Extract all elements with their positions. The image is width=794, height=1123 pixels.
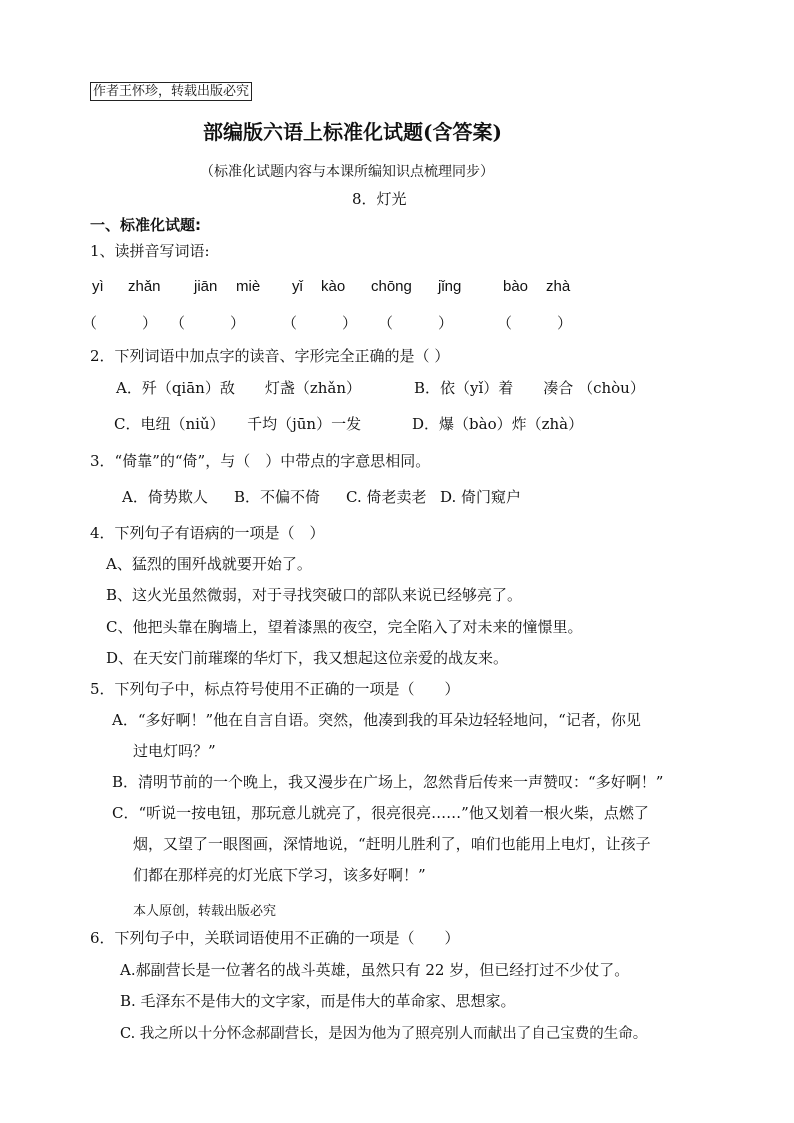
answer-blank-2: （ ） <box>170 314 246 332</box>
pinyin-6: kào <box>321 278 346 295</box>
q2-option-b: B．依（yǐ）着 凑合 （chòu） <box>414 379 645 397</box>
answer-blank-1: （ ） <box>82 314 158 332</box>
q5-option-c-line3: 们都在那样亮的灯光底下学习，该多好啊！” <box>133 866 426 884</box>
pinyin-7: chōng <box>371 278 412 295</box>
pinyin-3: jiān <box>194 278 218 295</box>
q3-option-c: C. 倚老卖老 <box>346 488 427 506</box>
pinyin-5: yǐ <box>292 278 303 295</box>
section-heading: 一、标准化试题: <box>90 216 201 234</box>
q6-option-b: B. 毛泽东不是伟大的文字家，而是伟大的革命家、思想家。 <box>120 992 516 1010</box>
q4-option-a: A、猛烈的围歼战就要开始了。 <box>106 555 312 573</box>
q3-option-a: A．倚势欺人 <box>122 488 208 506</box>
answer-blank-5: （ ） <box>497 314 573 332</box>
question-5-prompt: 5．下列句子中，标点符号使用不正确的一项是（ ） <box>90 680 460 698</box>
question-6-prompt: 6．下列句子中，关联词语使用不正确的一项是（ ） <box>90 929 460 947</box>
question-2-prompt: 2．下列词语中加点字的读音、字形完全正确的是（ ） <box>90 347 450 365</box>
q4-option-b: B、这火光虽然微弱，对于寻找突破口的部队来说已经够亮了。 <box>106 586 523 604</box>
q4-option-c: C、他把头靠在胸墙上，望着漆黑的夜空，完全陷入了对未来的憧憬里。 <box>106 618 583 636</box>
q3-option-d: D. 倚门窥户 <box>440 488 522 506</box>
q5-option-a-line1: A．“多好啊！”他在自言自语。突然，他凑到我的耳朵边轻轻地问，“记者，你见 <box>112 711 641 729</box>
pinyin-1: yì <box>92 278 104 295</box>
page-subtitle: （标准化试题内容与本课所编知识点梳理同步） <box>200 164 494 180</box>
q6-option-c: C. 我之所以十分怀念郝副营长，是因为他为了照亮别人而献出了自己宝费的生命。 <box>120 1026 648 1042</box>
author-note: 作者王怀珍，转载出版必究 <box>90 82 252 101</box>
lesson-title: 8．灯光 <box>352 190 407 208</box>
answer-blank-3: （ ） <box>282 314 358 332</box>
q4-option-d: D、在天安门前璀璨的华灯下，我又想起这位亲爱的战友来。 <box>106 649 509 667</box>
pinyin-10: zhà <box>546 278 571 295</box>
q5-option-a-line2: 过电灯吗？” <box>133 742 216 760</box>
question-4-prompt: 4．下列句子有语病的一项是（ ） <box>90 524 325 542</box>
answer-blank-4: （ ） <box>378 314 454 332</box>
q5-option-b: B．清明节前的一个晚上，我又漫步在广场上，忽然背后传来一声赞叹：“多好啊！” <box>112 773 664 791</box>
q2-option-c: C．电纽（niǔ） 千均（jūn）一发 <box>114 415 362 433</box>
pinyin-4: miè <box>236 278 261 295</box>
question-1-prompt: 1、读拼音写词语: <box>90 242 210 260</box>
q5-option-c-line2: 烟，又望了一眼图画，深情地说，“赶明儿胜利了，咱们也能用上电灯，让孩子 <box>133 835 651 853</box>
q2-option-d: D．爆（bào）炸（zhà） <box>412 415 584 433</box>
q3-option-b: B．不偏不倚 <box>234 488 321 506</box>
q5-option-c-line1: C．“听说一按电钮，那玩意儿就亮了，很亮很亮……”他又划着一根火柴，点燃了 <box>112 804 649 822</box>
copyright-note: 本人原创，转载出版必究 <box>133 904 277 919</box>
question-3-prompt: 3．“倚靠”的“倚”，与（ ）中带点的字意思相同。 <box>90 452 431 470</box>
pinyin-8: jǐng <box>438 278 462 295</box>
page-title: 部编版六语上标准化试题(含答案) <box>203 120 502 144</box>
q6-option-a: A.郝副营长是一位著名的战斗英雄，虽然只有 22 岁，但已经打过不少仗了。 <box>120 961 630 979</box>
q2-option-a: A．歼（qiān）敌 灯盏（zhǎn） <box>116 379 362 397</box>
pinyin-2: zhǎn <box>128 278 161 295</box>
pinyin-9: bào <box>503 278 529 295</box>
